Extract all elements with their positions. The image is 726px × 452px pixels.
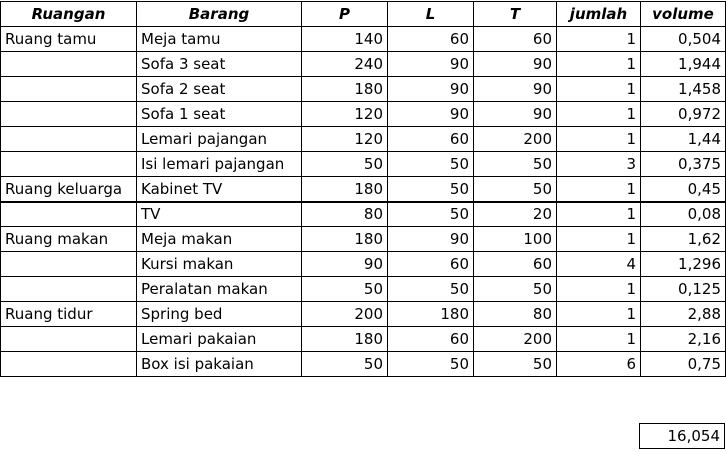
room-cell[interactable]: Ruang makan bbox=[1, 227, 137, 252]
jumlah-cell[interactable]: 4 bbox=[557, 252, 641, 277]
p-cell[interactable]: 180 bbox=[302, 77, 388, 102]
p-cell[interactable]: 180 bbox=[302, 227, 388, 252]
t-cell[interactable]: 50 bbox=[474, 277, 557, 302]
t-cell[interactable]: 50 bbox=[474, 177, 557, 202]
header-ruangan[interactable]: Ruangan bbox=[1, 2, 137, 27]
l-cell[interactable]: 60 bbox=[388, 327, 474, 352]
p-cell[interactable]: 50 bbox=[302, 152, 388, 177]
table-row bbox=[1, 277, 726, 302]
volume-cell[interactable]: 0,972 bbox=[641, 102, 726, 127]
item-cell[interactable]: Spring bed bbox=[137, 302, 302, 327]
l-cell[interactable]: 60 bbox=[388, 27, 474, 52]
room-cell[interactable]: Ruang tamu bbox=[1, 27, 137, 52]
jumlah-cell[interactable]: 1 bbox=[557, 77, 641, 102]
table-row bbox=[1, 152, 726, 177]
item-cell[interactable]: Kursi makan bbox=[137, 252, 302, 277]
item-cell[interactable]: Sofa 2 seat bbox=[137, 77, 302, 102]
table-row bbox=[1, 52, 726, 77]
l-cell[interactable]: 90 bbox=[388, 52, 474, 77]
t-cell[interactable]: 90 bbox=[474, 102, 557, 127]
header-volume[interactable]: volume bbox=[641, 2, 726, 27]
t-cell[interactable]: 100 bbox=[474, 227, 557, 252]
jumlah-cell[interactable]: 1 bbox=[557, 27, 641, 52]
table-row bbox=[1, 127, 726, 152]
p-cell[interactable]: 120 bbox=[302, 102, 388, 127]
p-cell[interactable]: 240 bbox=[302, 52, 388, 77]
header-p[interactable]: P bbox=[302, 2, 388, 27]
p-cell[interactable]: 50 bbox=[302, 277, 388, 302]
room-cell[interactable] bbox=[1, 327, 137, 352]
item-cell[interactable]: Kabinet TV bbox=[137, 177, 302, 202]
volume-cell[interactable]: 1,44 bbox=[641, 127, 726, 152]
jumlah-cell[interactable]: 3 bbox=[557, 152, 641, 177]
item-cell[interactable]: TV bbox=[137, 202, 302, 227]
room-cell[interactable]: Ruang tidur bbox=[1, 302, 137, 327]
furniture-volume-table bbox=[0, 1, 726, 377]
p-cell[interactable]: 50 bbox=[302, 352, 388, 377]
room-cell[interactable] bbox=[1, 102, 137, 127]
l-cell[interactable]: 60 bbox=[388, 252, 474, 277]
item-cell[interactable]: Sofa 1 seat bbox=[137, 102, 302, 127]
volume-cell[interactable]: 0,45 bbox=[641, 177, 726, 202]
t-cell[interactable]: 80 bbox=[474, 302, 557, 327]
total-volume-cell[interactable]: 16,054 bbox=[639, 423, 725, 449]
item-cell[interactable]: Sofa 3 seat bbox=[137, 52, 302, 77]
item-cell[interactable]: Lemari pajangan bbox=[137, 127, 302, 152]
room-cell[interactable]: Ruang keluarga bbox=[1, 177, 137, 202]
room-cell[interactable] bbox=[1, 352, 137, 377]
t-cell[interactable]: 200 bbox=[474, 127, 557, 152]
volume-cell[interactable]: 0,125 bbox=[641, 277, 726, 302]
t-cell[interactable]: 60 bbox=[474, 27, 557, 52]
volume-cell[interactable]: 0,504 bbox=[641, 27, 726, 52]
t-cell[interactable]: 50 bbox=[474, 352, 557, 377]
l-cell[interactable]: 50 bbox=[388, 277, 474, 302]
header-jumlah[interactable]: jumlah bbox=[557, 2, 641, 27]
table-row bbox=[1, 102, 726, 127]
table-row bbox=[1, 227, 726, 252]
jumlah-cell[interactable]: 1 bbox=[557, 327, 641, 352]
l-cell[interactable]: 180 bbox=[388, 302, 474, 327]
volume-cell[interactable]: 1,944 bbox=[641, 52, 726, 77]
l-cell[interactable]: 50 bbox=[388, 202, 474, 227]
jumlah-cell[interactable]: 1 bbox=[557, 302, 641, 327]
jumlah-cell[interactable]: 1 bbox=[557, 277, 641, 302]
header-row bbox=[1, 2, 726, 27]
t-cell[interactable]: 20 bbox=[474, 202, 557, 227]
header-barang[interactable]: Barang bbox=[137, 2, 302, 27]
item-cell[interactable]: Box isi pakaian bbox=[137, 352, 302, 377]
room-cell[interactable] bbox=[1, 152, 137, 177]
room-cell[interactable] bbox=[1, 202, 137, 227]
t-cell[interactable]: 50 bbox=[474, 152, 557, 177]
table-row bbox=[1, 27, 726, 52]
table-row bbox=[1, 252, 726, 277]
jumlah-cell[interactable]: 1 bbox=[557, 177, 641, 202]
l-cell[interactable]: 60 bbox=[388, 127, 474, 152]
p-cell[interactable]: 140 bbox=[302, 27, 388, 52]
volume-cell[interactable]: 2,88 bbox=[641, 302, 726, 327]
p-cell[interactable]: 120 bbox=[302, 127, 388, 152]
volume-cell[interactable]: 2,16 bbox=[641, 327, 726, 352]
t-cell[interactable]: 90 bbox=[474, 52, 557, 77]
header-t[interactable]: T bbox=[474, 2, 557, 27]
room-cell[interactable] bbox=[1, 52, 137, 77]
item-cell[interactable]: Lemari pakaian bbox=[137, 327, 302, 352]
p-cell[interactable]: 180 bbox=[302, 327, 388, 352]
jumlah-cell[interactable]: 1 bbox=[557, 102, 641, 127]
item-cell[interactable]: Meja makan bbox=[137, 227, 302, 252]
jumlah-cell[interactable]: 1 bbox=[557, 202, 641, 227]
volume-cell[interactable]: 0,75 bbox=[641, 352, 726, 377]
header-l[interactable]: L bbox=[388, 2, 474, 27]
table-row bbox=[1, 177, 726, 202]
l-cell[interactable]: 90 bbox=[388, 227, 474, 252]
item-cell[interactable]: Isi lemari pajangan bbox=[137, 152, 302, 177]
l-cell[interactable]: 50 bbox=[388, 177, 474, 202]
room-cell[interactable] bbox=[1, 277, 137, 302]
t-cell[interactable]: 60 bbox=[474, 252, 557, 277]
p-cell[interactable]: 90 bbox=[302, 252, 388, 277]
volume-cell[interactable]: 1,458 bbox=[641, 77, 726, 102]
room-cell[interactable] bbox=[1, 127, 137, 152]
l-cell[interactable]: 90 bbox=[388, 102, 474, 127]
volume-cell[interactable]: 1,62 bbox=[641, 227, 726, 252]
table-row bbox=[1, 327, 726, 352]
table-row bbox=[1, 202, 726, 227]
jumlah-cell[interactable]: 1 bbox=[557, 227, 641, 252]
room-cell[interactable] bbox=[1, 77, 137, 102]
volume-cell[interactable]: 1,296 bbox=[641, 252, 726, 277]
volume-cell[interactable]: 0,375 bbox=[641, 152, 726, 177]
p-cell[interactable]: 180 bbox=[302, 177, 388, 202]
l-cell[interactable]: 50 bbox=[388, 152, 474, 177]
table-row bbox=[1, 352, 726, 377]
jumlah-cell[interactable]: 1 bbox=[557, 52, 641, 77]
table-row bbox=[1, 77, 726, 102]
volume-cell[interactable]: 0,08 bbox=[641, 202, 726, 227]
l-cell[interactable]: 90 bbox=[388, 77, 474, 102]
table-row bbox=[1, 302, 726, 327]
t-cell[interactable]: 90 bbox=[474, 77, 557, 102]
jumlah-cell[interactable]: 1 bbox=[557, 127, 641, 152]
l-cell[interactable]: 50 bbox=[388, 352, 474, 377]
p-cell[interactable]: 80 bbox=[302, 202, 388, 227]
item-cell[interactable]: Peralatan makan bbox=[137, 277, 302, 302]
t-cell[interactable]: 200 bbox=[474, 327, 557, 352]
jumlah-cell[interactable]: 6 bbox=[557, 352, 641, 377]
item-cell[interactable]: Meja tamu bbox=[137, 27, 302, 52]
room-cell[interactable] bbox=[1, 252, 137, 277]
p-cell[interactable]: 200 bbox=[302, 302, 388, 327]
